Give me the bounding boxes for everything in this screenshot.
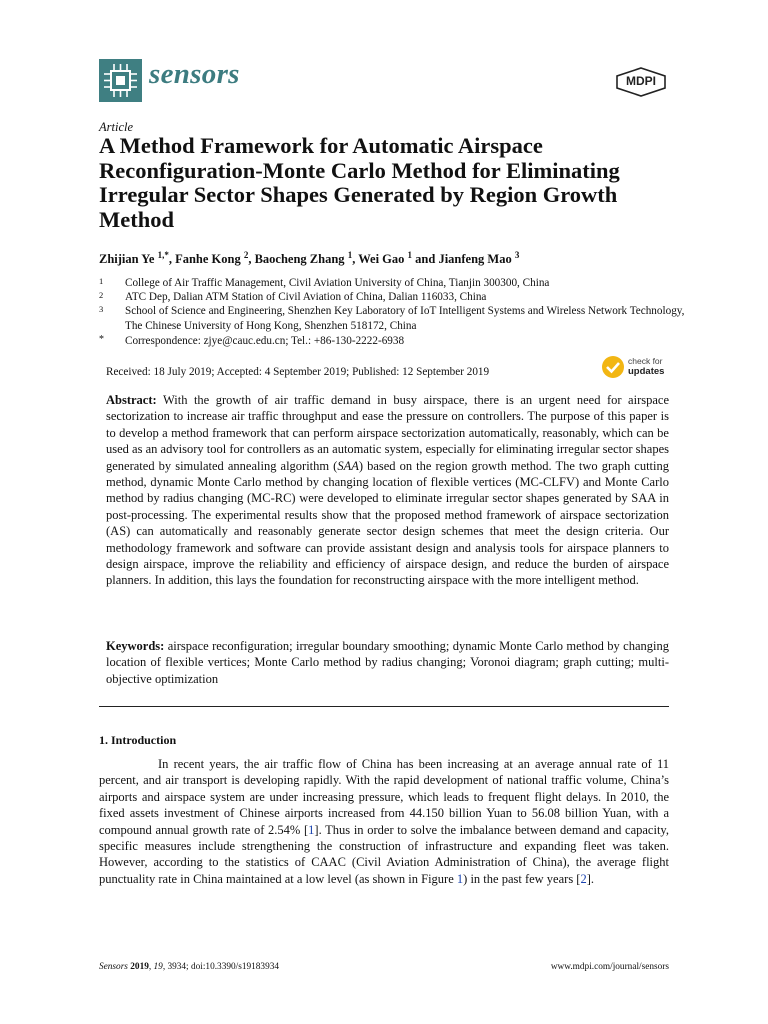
section-body: In recent years, the air traffic flow of China has been increasing at an average annual rate of 11 percent, and air transport is developing rapidly. With the rapid development of national traffic volume, China’s airports and airspace system are under increasing pressure, which leads to frequent flight delays. In 2010, the fixed assets investment of Chinese airports increased from 44.150 billion Yuan to 56.08 billion Yuan, with a compound annual growth rate of 2.54% [1]. Thus in order to solve the imbalance between demand and capacity, specific measures include strengthening the construction of infrastructure and expanding fleet was taken. However, according to the statistics of CAAC (Civil Aviation Administration of China), the average flight punctuality rate in China maintained at a low level (as shown in Figure 1) in the past few years [2]. — [99, 757, 669, 886]
article-type: Article — [99, 120, 134, 134]
page-title: A Method Framework for Automatic Airspace Reconfiguration-Monte Carlo Method for Eliminating Irregular Sector Shapes Generated by Region Growth Method — [99, 133, 620, 232]
check-icon — [601, 355, 625, 379]
figure-link[interactable]: 1 — [456, 871, 464, 886]
check-for-updates-badge[interactable]: check for updates — [601, 354, 671, 380]
citation-link[interactable]: 1 — [308, 822, 315, 837]
author[interactable]: Fanhe Kong — [175, 252, 241, 267]
journal-name: sensors — [149, 58, 240, 90]
chip-icon — [99, 59, 142, 102]
footer-url[interactable]: www.mdpi.com/journal/sensors — [550, 962, 669, 972]
author[interactable]: Zhijian Ye — [99, 252, 155, 267]
divider — [99, 706, 669, 707]
footer-citation: Sensors 2019, 19, 3934; doi:10.3390/s19183934 — [99, 962, 280, 972]
author[interactable]: Jianfeng Mao — [438, 252, 512, 267]
section-heading: 1. Introduction — [99, 733, 177, 747]
keywords: Keywords: airspace reconfiguration; irregular boundary smoothing; dynamic Monte Carlo method by changing location of flexible vertices; Monte Carlo method by radius changing; Voronoi diagram; graph cutting; multi-objective optimization — [106, 639, 669, 686]
author[interactable]: Wei Gao — [358, 252, 405, 267]
citation-link[interactable]: 2 — [580, 871, 587, 886]
mdpi-logo-text: MDPI — [626, 74, 656, 88]
abstract: Abstract: With the growth of air traffic demand in busy airspace, there is an urgent need for airspace sectorization to increase air traffic throughput and ease the pressure on controllers. The purpose of this paper is to develop a method framework that can perform airspace sectorization automatically, reasonably, which can be used as an advisory tool for controllers as an automatic system, especially for eliminating irregular sector shapes generated by simulated annealing algorithm (SAA) based on the region growth method. The two graph cutting method, dynamic Monte Carlo method by changing location of flexible vertices (MC-CLFV) and Monte Carlo method by radius changing (MC-RC) were developed to eliminate irregular sector shapes generated by SAA in post-processing. The experimental results show that the proposed method framework of airspace sectorization (AS) can automatically and reasonably generate sector design schemes that meet the design criteria. Our methodology framework and software can provide assistant design and analysis tools for airspace planners to design airspace, improve the reliability and efficiency of airspace design, and reduce the burden of airspace planners. In addition, this lays the foundation for reconstructing airspace with the more intelligent method. — [106, 393, 669, 588]
author[interactable]: Baocheng Zhang — [254, 252, 345, 267]
journal-logo — [99, 59, 142, 102]
author-list: Zhijian Ye $^{1,*}$, Fanhe Kong $^2$, Baocheng Zhang $^1$, Wei Gao $^1$ and Jianfeng Mao $^3$ — [99, 250, 520, 267]
mdpi-logo — [614, 67, 668, 97]
publication-dates: Received: 18 July 2019; Accepted: 4 September 2019; Published: 12 September 2019 — [106, 366, 490, 378]
